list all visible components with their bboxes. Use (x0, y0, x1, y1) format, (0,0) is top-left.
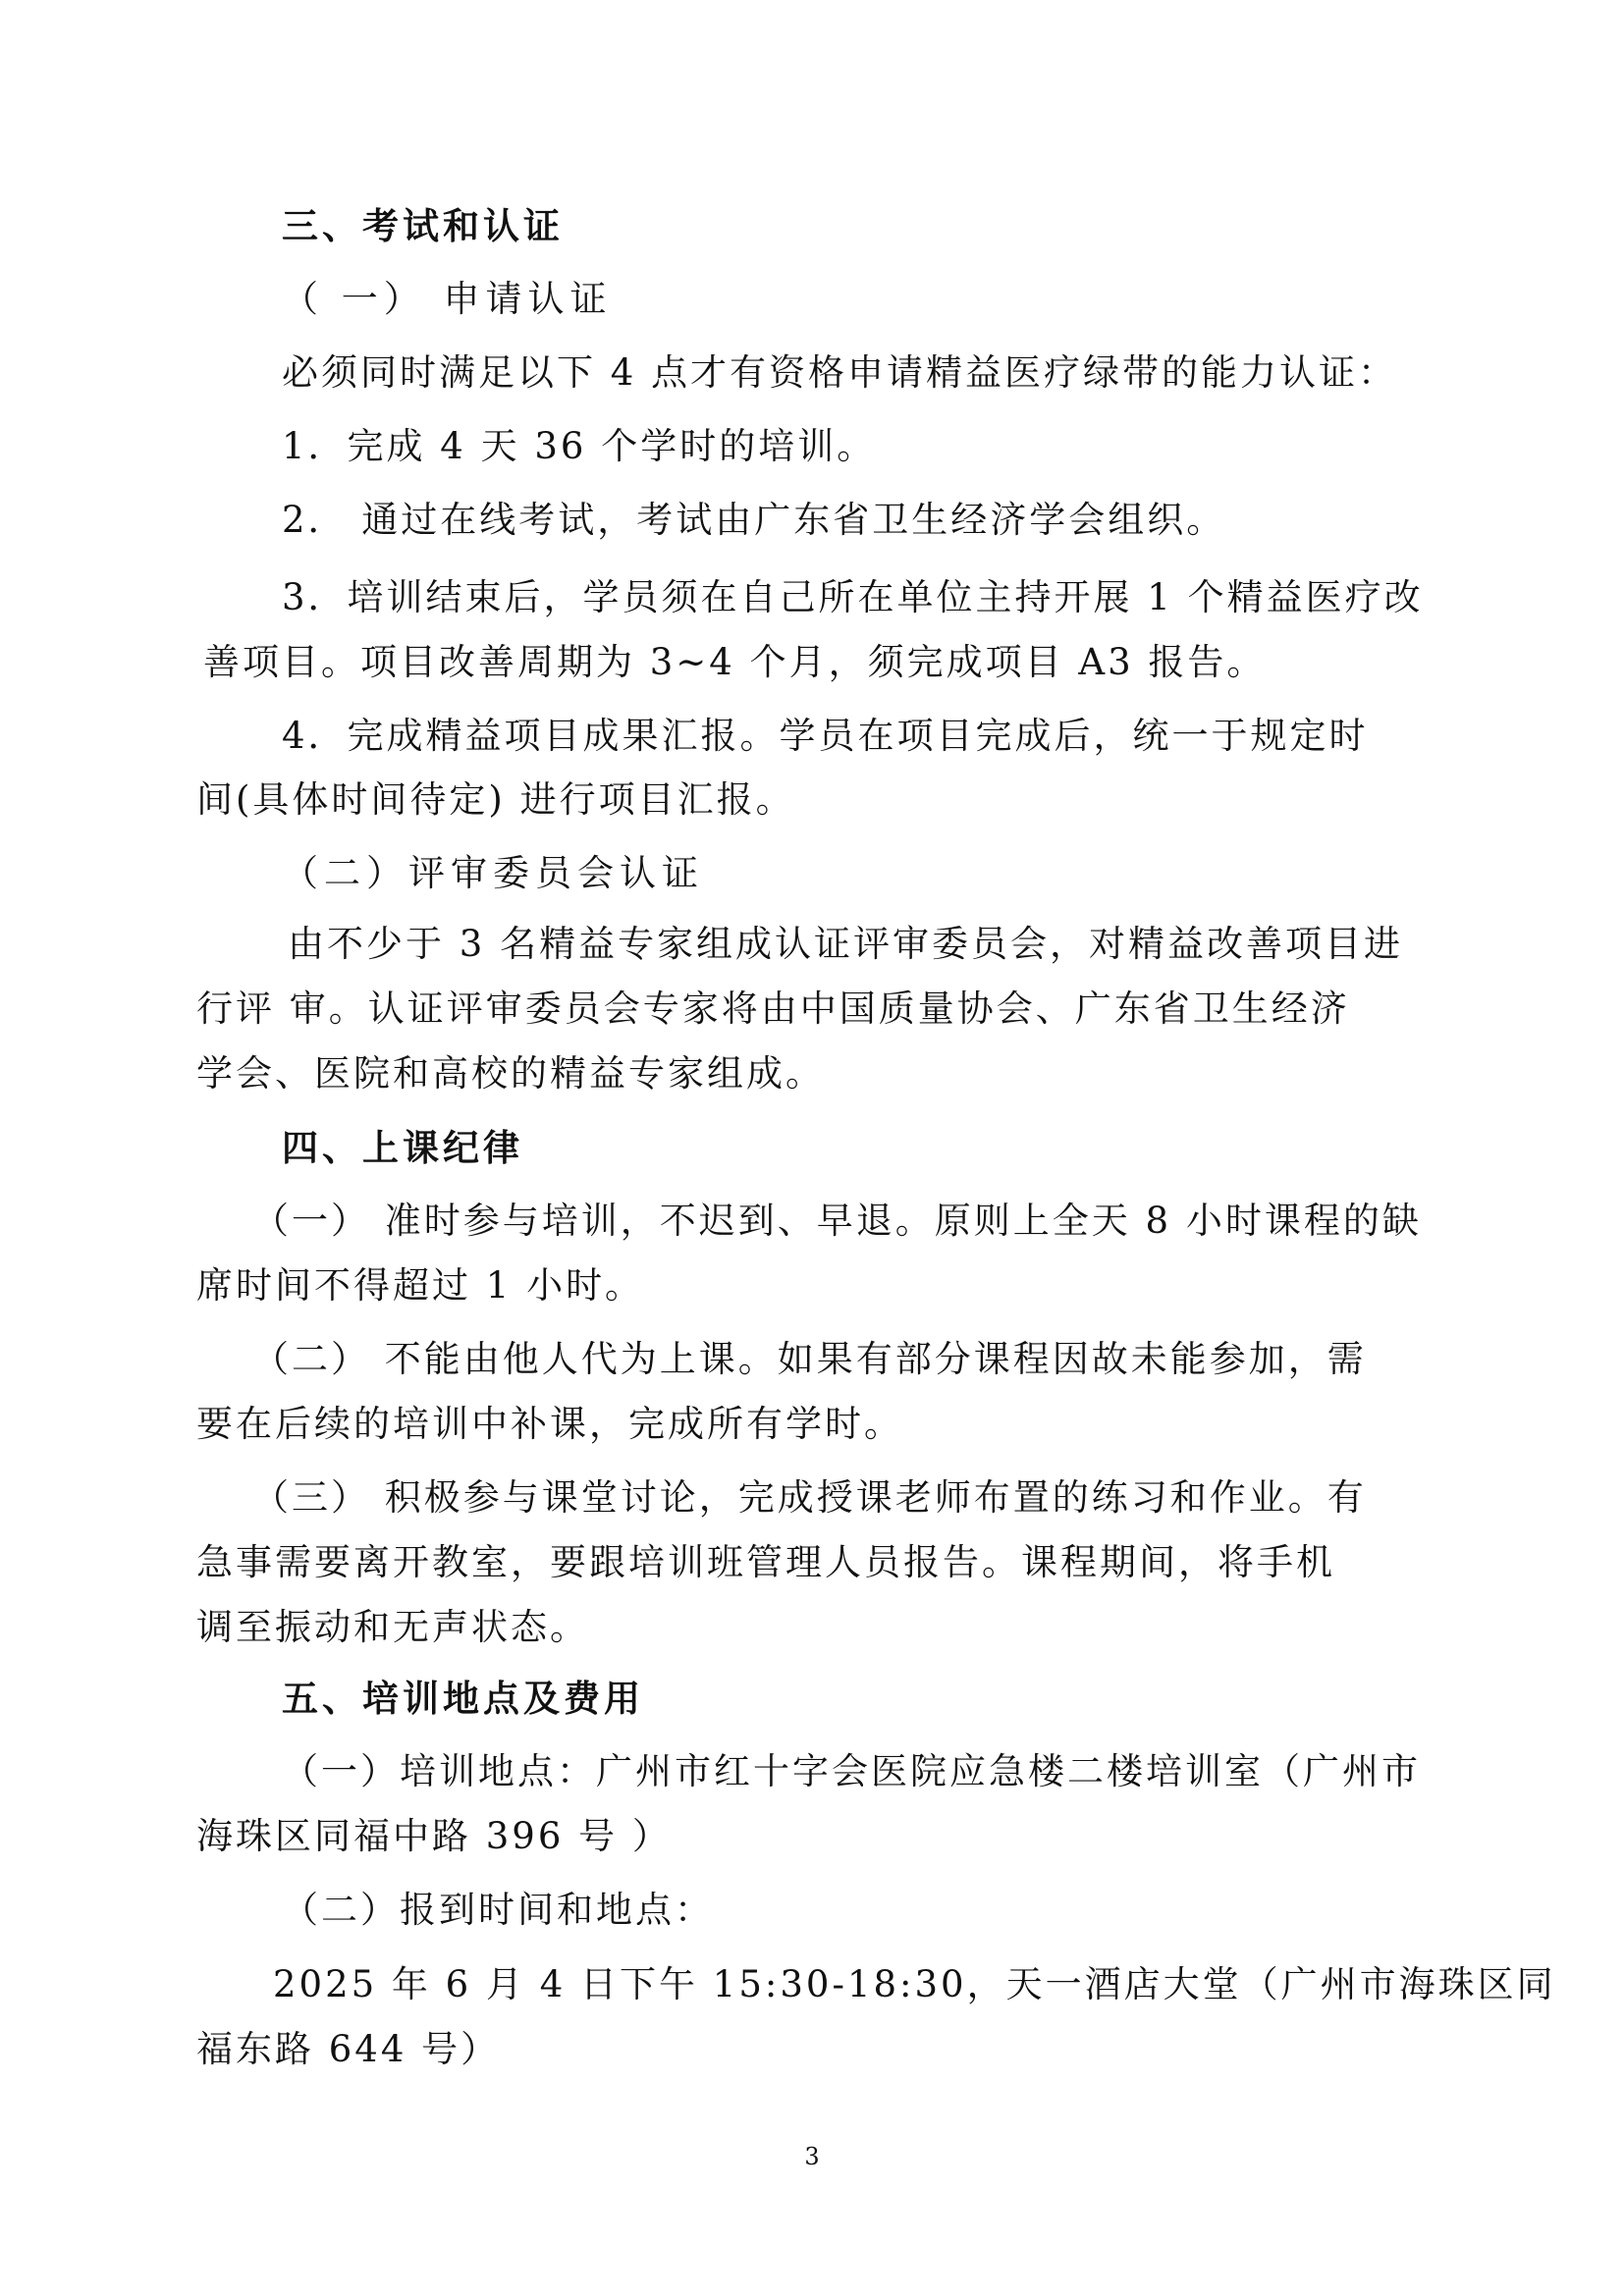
section3-sub1-intro: 必须同时满足以下 4 点才有资格申请精益医疗绿带的能力认证： (282, 351, 1398, 394)
section3-sub1-item3-line2: 善项目。项目改善周期为 3~4 个月，须完成项目 A3 报告。 (203, 641, 1267, 683)
section4-item2-line2: 要在后续的培训中补课，完成所有学时。 (196, 1403, 903, 1445)
section3-sub2-line1: 由不少于 3 名精益专家组成认证评审委员会，对精益改善项目进 (288, 923, 1404, 965)
section5-item2-line1: 2025 年 6 月 4 日下午 15:30-18:30，天一酒店大堂（广州市海珠区同 (273, 1963, 1556, 2005)
section3-sub2-line3: 学会、医院和高校的精益专家组成。 (196, 1052, 825, 1095)
section4-item3-line1: （三） 积极参与课堂讨论，完成授课老师布置的练习和作业。有 (252, 1476, 1367, 1519)
section4-item1-line2: 席时间不得超过 1 小时。 (196, 1264, 645, 1307)
section3-sub1-item1: 1．完成 4 天 36 个学时的培训。 (282, 425, 877, 467)
section5-heading: 五、培训地点及费用 (282, 1677, 644, 1720)
section3-sub1-title: （ 一） 申请认证 (282, 278, 613, 320)
section4-item1-line1: （一） 准时参与培训，不迟到、早退。原则上全天 8 小时课程的缺 (252, 1200, 1422, 1242)
section4-item2-line1: （二） 不能由他人代为上课。如果有部分课程因故未能参加，需 (252, 1338, 1367, 1380)
section5-item1-line2: 海珠区同福中路 396 号 ） (196, 1815, 672, 1857)
section4-item3-line3: 调至振动和无声状态。 (196, 1606, 589, 1648)
section3-sub1-item4-line1: 4．完成精益项目成果汇报。学员在项目完成后，统一于规定时 (282, 715, 1369, 757)
section3-sub1-item3-line1: 3．培训结束后，学员须在自己所在单位主持开展 1 个精益医疗改 (282, 576, 1424, 618)
section3-sub2-title: （二）评审委员会认证 (282, 852, 704, 894)
page-number: 3 (804, 2143, 820, 2170)
section4-item3-line2: 急事需要离开教室，要跟培训班管理人员报告。课程期间，将手机 (196, 1541, 1335, 1583)
section5-item1-line1: （一）培训地点：广州市红十字会医院应急楼二楼培训室（广州市 (282, 1750, 1421, 1792)
section3-sub1-item2: 2． 通过在线考试，考试由广东省卫生经济学会组织。 (282, 499, 1226, 541)
section3-sub1-item4-line2: 间(具体时间待定) 进行项目汇报。 (196, 778, 795, 821)
section3-sub2-line2: 行评 审。认证评审委员会专家将由中国质量协会、广东省卫生经济 (196, 988, 1350, 1030)
section5-item2-title: （二）报到时间和地点： (282, 1889, 714, 1931)
section3-heading: 三、考试和认证 (282, 204, 564, 247)
section4-heading: 四、上课纪律 (282, 1126, 523, 1169)
section5-item2-line2: 福东路 644 号） (196, 2028, 501, 2070)
